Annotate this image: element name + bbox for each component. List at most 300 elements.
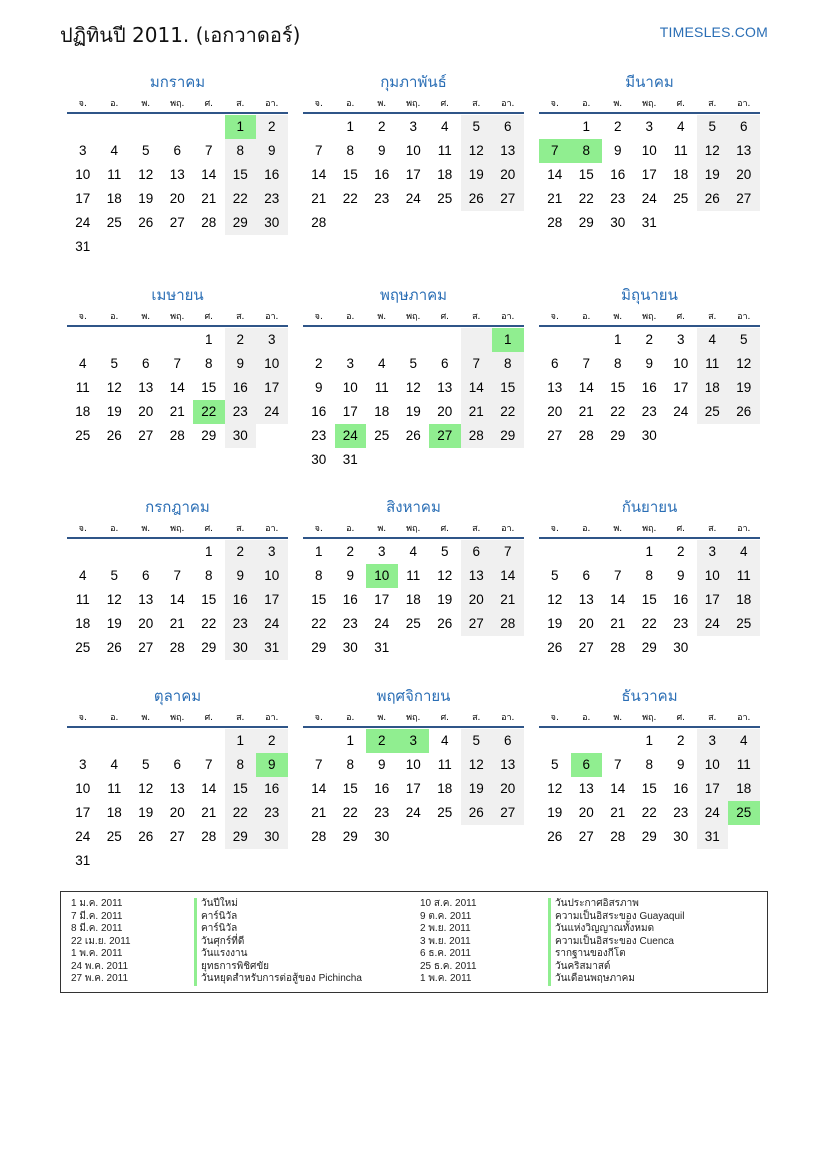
empty-cell bbox=[335, 328, 367, 352]
day-cell: 20 bbox=[138, 404, 154, 419]
holiday-day: 25 bbox=[728, 801, 760, 825]
legend-date: 9 ต.ค. 2011 bbox=[420, 910, 472, 922]
day-cell: 13 bbox=[437, 380, 453, 395]
empty-cell bbox=[429, 825, 461, 849]
empty-cell bbox=[303, 328, 335, 352]
day-cell: 5 bbox=[409, 356, 417, 371]
weekday-header bbox=[67, 92, 288, 114]
day-cell: 13 bbox=[169, 167, 185, 182]
day-cell: 10 bbox=[75, 167, 91, 182]
day-cell: 23 bbox=[374, 191, 390, 206]
day-cell: 10 bbox=[405, 143, 421, 158]
day-cell: 15 bbox=[225, 163, 257, 187]
weekday-label: อ. bbox=[346, 524, 355, 534]
day-cell: 15 bbox=[201, 380, 217, 395]
legend-date: 10 ส.ค. 2011 bbox=[420, 898, 477, 909]
day-cell: 7 bbox=[461, 352, 493, 376]
day-cell: 11 bbox=[75, 592, 90, 607]
empty-cell bbox=[398, 328, 430, 352]
day-cell: 12 bbox=[547, 592, 563, 607]
empty-cell bbox=[67, 115, 99, 139]
weekday-label: พฤ. bbox=[642, 713, 657, 723]
day-cell: 31 bbox=[697, 825, 729, 849]
weekday-label: ส. bbox=[236, 713, 245, 723]
weekday-label: จ. bbox=[550, 312, 559, 322]
legend-row bbox=[71, 923, 757, 936]
day-cell: 19 bbox=[437, 592, 453, 607]
weekday-label: ศ. bbox=[676, 713, 686, 723]
legend-holiday-name: วันแห่งวิญญาณทั้งหมด bbox=[548, 923, 654, 936]
day-cell: 29 bbox=[201, 640, 217, 655]
day-cell: 14 bbox=[169, 592, 185, 607]
day-grid bbox=[539, 540, 760, 660]
day-cell: 27 bbox=[547, 428, 563, 443]
day-cell: 12 bbox=[547, 781, 563, 796]
day-cell: 28 bbox=[492, 612, 524, 636]
day-cell: 6 bbox=[141, 356, 150, 371]
day-cell: 13 bbox=[138, 592, 154, 607]
day-cell: 29 bbox=[641, 829, 657, 844]
empty-cell bbox=[697, 211, 729, 235]
day-cell: 26 bbox=[106, 428, 122, 443]
legend-date: 1 พ.ค. 2011 bbox=[420, 973, 472, 984]
day-cell: 15 bbox=[201, 592, 217, 607]
weekday-label: จ. bbox=[314, 312, 323, 322]
day-grid bbox=[303, 540, 524, 660]
legend-date: 3 พ.ย. 2011 bbox=[420, 935, 471, 947]
day-cell: 6 bbox=[492, 115, 524, 139]
day-cell: 12 bbox=[138, 781, 154, 796]
day-cell: 4 bbox=[110, 757, 118, 772]
weekday-label: พ. bbox=[141, 99, 151, 109]
day-cell: 8 bbox=[204, 356, 213, 371]
empty-cell bbox=[99, 328, 131, 352]
month-2 bbox=[303, 72, 524, 235]
day-cell: 27 bbox=[492, 187, 524, 211]
empty-cell bbox=[366, 328, 398, 352]
day-cell: 4 bbox=[409, 544, 417, 559]
day-cell: 15 bbox=[342, 781, 358, 796]
day-cell: 20 bbox=[728, 163, 760, 187]
day-cell: 3 bbox=[346, 356, 354, 371]
day-cell: 8 bbox=[492, 352, 524, 376]
day-cell: 13 bbox=[492, 753, 524, 777]
month-name: พฤศจิกายน bbox=[376, 687, 451, 705]
day-cell: 29 bbox=[610, 428, 626, 443]
day-cell: 26 bbox=[697, 187, 729, 211]
day-cell: 7 bbox=[204, 757, 213, 772]
day-cell: 12 bbox=[106, 380, 122, 395]
holiday-day: 22 bbox=[193, 400, 225, 424]
empty-cell bbox=[602, 540, 634, 564]
day-cell: 27 bbox=[728, 187, 760, 211]
legend-row bbox=[71, 911, 757, 924]
weekday-label: พฤ. bbox=[406, 99, 421, 109]
month-name: กันยายน bbox=[621, 498, 678, 516]
empty-cell bbox=[492, 825, 524, 849]
day-cell: 22 bbox=[641, 805, 657, 820]
day-cell: 6 bbox=[141, 568, 150, 583]
day-cell: 6 bbox=[461, 540, 493, 564]
day-cell: 23 bbox=[673, 616, 689, 631]
day-cell: 20 bbox=[547, 404, 563, 419]
day-cell: 7 bbox=[492, 540, 524, 564]
day-cell: 2 bbox=[225, 540, 257, 564]
empty-cell bbox=[398, 448, 430, 472]
empty-cell bbox=[67, 729, 99, 753]
day-cell: 29 bbox=[578, 215, 594, 230]
legend-holiday-name: วันแรงงาน bbox=[194, 948, 247, 961]
weekday-label: พ. bbox=[377, 99, 387, 109]
day-cell: 24 bbox=[697, 612, 729, 636]
day-cell: 13 bbox=[461, 564, 493, 588]
month-name: พฤษภาคม bbox=[379, 286, 448, 304]
day-grid bbox=[67, 328, 288, 448]
day-cell: 18 bbox=[728, 777, 760, 801]
day-grid bbox=[539, 328, 760, 448]
day-cell: 18 bbox=[106, 191, 122, 206]
day-cell: 11 bbox=[673, 143, 688, 158]
day-cell: 28 bbox=[201, 215, 217, 230]
day-cell: 17 bbox=[256, 376, 288, 400]
legend-holiday-name: ยุทธการพิชิศขัย bbox=[194, 961, 269, 974]
legend-holiday-name: คาร์นิวัล bbox=[194, 923, 237, 936]
day-cell: 1 bbox=[613, 332, 622, 347]
day-cell: 9 bbox=[225, 564, 257, 588]
day-cell: 30 bbox=[256, 211, 288, 235]
day-cell: 7 bbox=[314, 143, 323, 158]
day-cell: 31 bbox=[641, 215, 657, 230]
day-cell: 25 bbox=[697, 400, 729, 424]
day-cell: 23 bbox=[225, 400, 257, 424]
weekday-header bbox=[539, 706, 760, 728]
weekday-header bbox=[67, 305, 288, 327]
day-cell: 18 bbox=[673, 167, 689, 182]
day-cell: 1 bbox=[582, 119, 590, 134]
day-cell: 7 bbox=[582, 356, 590, 371]
weekday-label: ศ. bbox=[676, 99, 686, 109]
day-cell: 15 bbox=[311, 592, 327, 607]
day-cell: 17 bbox=[75, 805, 91, 820]
day-cell: 3 bbox=[78, 757, 87, 772]
day-cell: 12 bbox=[437, 568, 453, 583]
day-cell: 10 bbox=[673, 356, 689, 371]
weekday-label: อา. bbox=[501, 312, 515, 322]
empty-cell bbox=[665, 211, 697, 235]
day-cell: 27 bbox=[138, 428, 154, 443]
page-title: ปฏิทินปี 2011. (เอกวาดอร์) bbox=[60, 23, 301, 47]
day-cell: 11 bbox=[728, 564, 760, 588]
day-cell: 19 bbox=[547, 616, 563, 631]
holiday-legend bbox=[60, 891, 768, 993]
day-cell: 13 bbox=[578, 592, 594, 607]
day-cell: 18 bbox=[437, 781, 453, 796]
weekday-label: พ. bbox=[613, 713, 623, 723]
day-cell: 31 bbox=[75, 239, 91, 254]
day-cell: 10 bbox=[641, 143, 657, 158]
holiday-day: 1 bbox=[492, 328, 524, 352]
day-cell: 26 bbox=[405, 428, 421, 443]
weekday-label: ส. bbox=[708, 524, 717, 534]
weekday-label: ศ. bbox=[676, 312, 686, 322]
day-cell: 12 bbox=[461, 753, 493, 777]
empty-cell bbox=[571, 328, 603, 352]
day-cell: 3 bbox=[676, 332, 685, 347]
day-cell: 14 bbox=[201, 167, 217, 182]
day-cell: 9 bbox=[613, 143, 622, 158]
day-cell: 23 bbox=[641, 404, 657, 419]
day-cell: 14 bbox=[610, 781, 626, 796]
weekday-label: อ. bbox=[346, 312, 355, 322]
day-cell: 27 bbox=[578, 829, 594, 844]
weekday-label: จ. bbox=[550, 713, 559, 723]
day-cell: 19 bbox=[461, 777, 493, 801]
legend-row bbox=[71, 948, 757, 961]
empty-cell bbox=[665, 424, 697, 448]
holiday-day: 8 bbox=[571, 139, 603, 163]
day-cell: 12 bbox=[138, 167, 154, 182]
day-cell: 28 bbox=[547, 215, 563, 230]
day-cell: 25 bbox=[374, 428, 390, 443]
day-cell: 29 bbox=[225, 211, 257, 235]
day-cell: 10 bbox=[256, 564, 288, 588]
day-grid bbox=[539, 729, 760, 849]
weekday-label: อ. bbox=[582, 99, 591, 109]
weekday-label: อา. bbox=[265, 312, 279, 322]
day-cell: 27 bbox=[578, 640, 594, 655]
month-11 bbox=[303, 686, 524, 849]
day-cell: 19 bbox=[547, 805, 563, 820]
day-cell: 21 bbox=[169, 404, 185, 419]
empty-cell bbox=[256, 424, 288, 448]
empty-cell bbox=[67, 540, 99, 564]
day-cell: 18 bbox=[106, 805, 122, 820]
day-cell: 1 bbox=[645, 544, 653, 559]
day-cell: 16 bbox=[225, 376, 257, 400]
day-cell: 28 bbox=[311, 215, 327, 230]
day-cell: 24 bbox=[256, 612, 288, 636]
day-cell: 2 bbox=[256, 729, 288, 753]
day-cell: 9 bbox=[377, 757, 386, 772]
weekday-header bbox=[539, 305, 760, 327]
day-cell: 11 bbox=[406, 568, 421, 583]
day-cell: 4 bbox=[728, 540, 760, 564]
empty-cell bbox=[539, 115, 571, 139]
day-cell: 9 bbox=[225, 352, 257, 376]
legend-date: 22 เม.ย. 2011 bbox=[71, 935, 131, 947]
day-cell: 30 bbox=[256, 825, 288, 849]
day-cell: 5 bbox=[110, 356, 118, 371]
weekday-label: อ. bbox=[346, 713, 355, 723]
empty-cell bbox=[539, 540, 571, 564]
day-cell: 13 bbox=[547, 380, 563, 395]
empty-cell bbox=[429, 211, 461, 235]
day-cell: 5 bbox=[141, 757, 150, 772]
day-cell: 15 bbox=[492, 376, 524, 400]
empty-cell bbox=[492, 636, 524, 660]
empty-cell bbox=[99, 540, 131, 564]
holiday-day: 9 bbox=[256, 753, 288, 777]
empty-cell bbox=[461, 636, 493, 660]
day-cell: 21 bbox=[311, 805, 327, 820]
month-7 bbox=[67, 497, 288, 660]
day-cell: 2 bbox=[314, 356, 323, 371]
weekday-label: พฤ. bbox=[406, 713, 421, 723]
legend-row bbox=[71, 961, 757, 974]
day-cell: 24 bbox=[641, 191, 657, 206]
empty-cell bbox=[492, 211, 524, 235]
day-cell: 27 bbox=[169, 215, 185, 230]
day-cell: 29 bbox=[342, 829, 358, 844]
day-grid bbox=[67, 729, 288, 873]
empty-cell bbox=[193, 729, 225, 753]
day-cell: 20 bbox=[492, 777, 524, 801]
day-cell: 5 bbox=[461, 729, 493, 753]
day-cell: 15 bbox=[342, 167, 358, 182]
day-cell: 19 bbox=[461, 163, 493, 187]
day-cell: 20 bbox=[578, 616, 594, 631]
day-cell: 10 bbox=[697, 564, 729, 588]
month-name: ธันวาคม bbox=[621, 687, 678, 705]
month-6 bbox=[539, 285, 760, 448]
day-cell: 17 bbox=[697, 777, 729, 801]
day-cell: 5 bbox=[728, 328, 760, 352]
day-cell: 28 bbox=[610, 829, 626, 844]
weekday-label: พ. bbox=[377, 312, 387, 322]
day-cell: 30 bbox=[225, 424, 257, 448]
day-cell: 26 bbox=[106, 640, 122, 655]
day-cell: 6 bbox=[440, 356, 449, 371]
empty-cell bbox=[130, 729, 162, 753]
empty-cell bbox=[99, 235, 131, 259]
weekday-label: จ. bbox=[550, 524, 559, 534]
day-cell: 23 bbox=[256, 187, 288, 211]
day-cell: 23 bbox=[256, 801, 288, 825]
weekday-label: พฤ. bbox=[642, 99, 657, 109]
day-cell: 16 bbox=[311, 404, 327, 419]
day-cell: 16 bbox=[374, 167, 390, 182]
empty-cell bbox=[539, 328, 571, 352]
day-cell: 17 bbox=[673, 380, 689, 395]
day-cell: 16 bbox=[610, 167, 626, 182]
day-cell: 25 bbox=[106, 829, 122, 844]
day-cell: 26 bbox=[138, 829, 154, 844]
day-cell: 19 bbox=[697, 163, 729, 187]
empty-cell bbox=[539, 729, 571, 753]
weekday-label: ส. bbox=[472, 99, 481, 109]
weekday-label: ศ. bbox=[440, 713, 450, 723]
legend-holiday-name: วันศุกร์ที่ดี bbox=[194, 936, 244, 949]
empty-cell bbox=[461, 825, 493, 849]
holiday-day: 24 bbox=[335, 424, 367, 448]
day-cell: 25 bbox=[437, 191, 453, 206]
weekday-header bbox=[303, 517, 524, 539]
day-cell: 1 bbox=[346, 733, 354, 748]
day-cell: 6 bbox=[173, 143, 181, 158]
weekday-label: ส. bbox=[236, 99, 245, 109]
empty-cell bbox=[130, 115, 162, 139]
day-cell: 14 bbox=[311, 167, 327, 182]
day-cell: 22 bbox=[225, 801, 257, 825]
month-8 bbox=[303, 497, 524, 660]
day-cell: 2 bbox=[377, 119, 386, 134]
day-cell: 28 bbox=[610, 640, 626, 655]
day-cell: 4 bbox=[78, 356, 87, 371]
day-cell: 9 bbox=[256, 139, 288, 163]
day-cell: 11 bbox=[75, 380, 90, 395]
day-cell: 9 bbox=[676, 568, 685, 583]
legend-holiday-name: ความเป็นอิสระของ Cuenca bbox=[548, 936, 674, 949]
day-cell: 26 bbox=[547, 829, 563, 844]
day-grid bbox=[303, 729, 524, 849]
day-cell: 5 bbox=[550, 568, 559, 583]
day-cell: 21 bbox=[547, 191, 563, 206]
day-cell: 24 bbox=[75, 829, 91, 844]
day-cell: 3 bbox=[78, 143, 87, 158]
day-cell: 10 bbox=[405, 757, 421, 772]
empty-cell bbox=[335, 211, 367, 235]
day-cell: 28 bbox=[311, 829, 327, 844]
weekday-label: อ. bbox=[582, 312, 591, 322]
weekday-label: พฤ. bbox=[642, 312, 657, 322]
day-cell: 30 bbox=[374, 829, 390, 844]
day-cell: 24 bbox=[405, 805, 421, 820]
empty-cell bbox=[99, 729, 131, 753]
month-name: กรกฎาคม bbox=[145, 498, 210, 516]
day-cell: 28 bbox=[169, 428, 185, 443]
brand-link[interactable]: TIMESLES.COM bbox=[659, 24, 768, 40]
day-cell: 30 bbox=[610, 215, 626, 230]
day-cell: 1 bbox=[645, 733, 653, 748]
day-cell: 17 bbox=[405, 781, 421, 796]
legend-date: 2 พ.ย. 2011 bbox=[420, 923, 471, 934]
day-cell: 24 bbox=[374, 616, 390, 631]
day-cell: 15 bbox=[641, 781, 657, 796]
empty-cell bbox=[193, 115, 225, 139]
weekday-label: ศ. bbox=[204, 312, 214, 322]
empty-cell bbox=[429, 448, 461, 472]
day-cell: 19 bbox=[106, 616, 122, 631]
day-cell: 6 bbox=[582, 568, 590, 583]
empty-cell bbox=[461, 448, 493, 472]
day-grid bbox=[539, 115, 760, 235]
day-cell: 6 bbox=[173, 757, 181, 772]
day-cell: 2 bbox=[676, 544, 685, 559]
day-cell: 21 bbox=[461, 400, 493, 424]
day-cell: 4 bbox=[728, 729, 760, 753]
empty-cell bbox=[193, 849, 225, 873]
day-grid bbox=[303, 115, 524, 235]
day-cell: 5 bbox=[697, 115, 729, 139]
day-cell: 2 bbox=[613, 119, 622, 134]
weekday-label: จ. bbox=[314, 99, 323, 109]
weekday-label: จ. bbox=[78, 524, 87, 534]
day-cell: 21 bbox=[610, 616, 626, 631]
empty-cell bbox=[130, 540, 162, 564]
day-cell: 29 bbox=[311, 640, 327, 655]
day-cell: 27 bbox=[492, 801, 524, 825]
empty-cell bbox=[492, 448, 524, 472]
day-cell: 14 bbox=[610, 592, 626, 607]
weekday-label: ส. bbox=[236, 524, 245, 534]
empty-cell bbox=[162, 729, 194, 753]
day-cell: 23 bbox=[610, 191, 626, 206]
month-5 bbox=[303, 285, 524, 472]
empty-cell bbox=[162, 235, 194, 259]
weekday-label: อ. bbox=[582, 713, 591, 723]
legend-holiday-name: วันเดือนพฤษภาคม bbox=[548, 973, 635, 986]
holiday-day: 27 bbox=[429, 424, 461, 448]
